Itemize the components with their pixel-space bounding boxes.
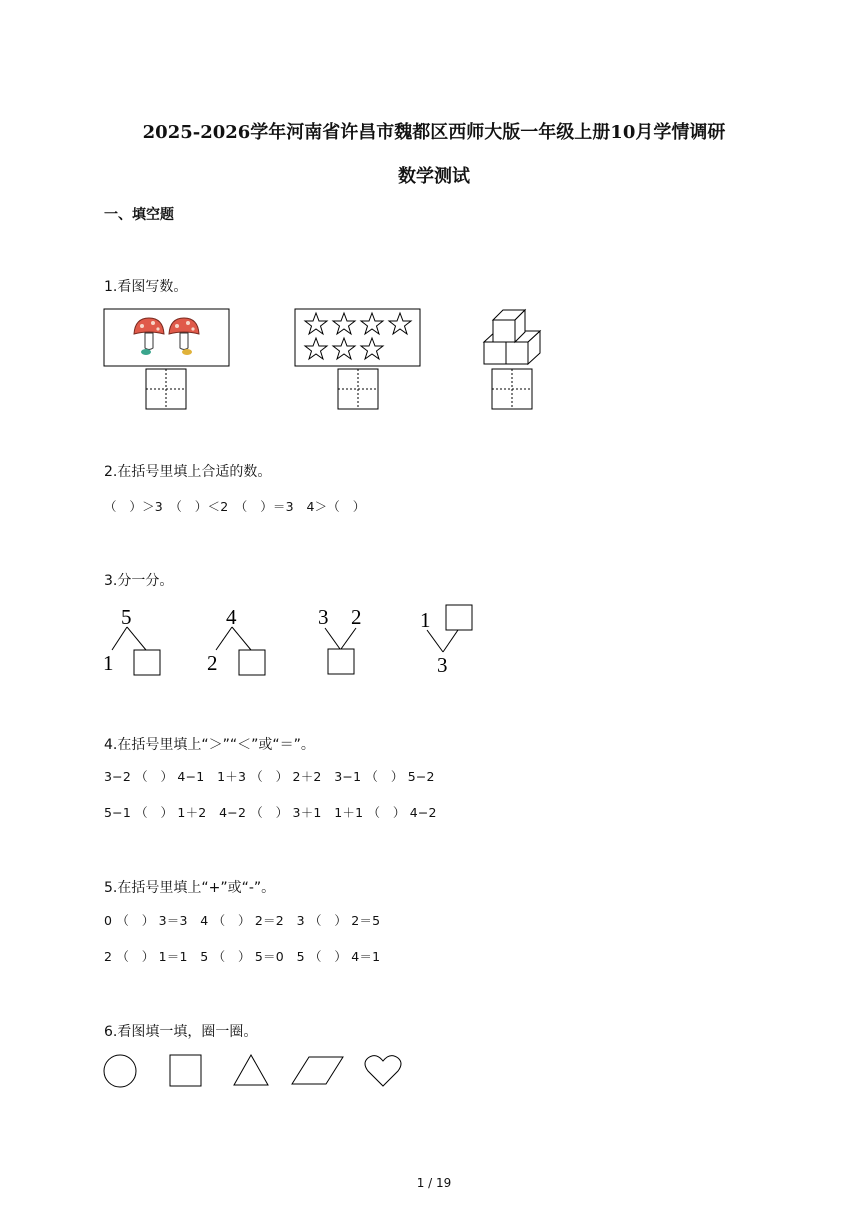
- mushroom-icon: [169, 318, 199, 355]
- section-heading: 一、填空题: [104, 207, 174, 223]
- split-number: 2: [207, 651, 218, 675]
- star-icon: [361, 338, 383, 359]
- answer-box[interactable]: [134, 650, 160, 675]
- question-2-prompt: 2.在括号里填上合适的数。: [104, 464, 272, 480]
- question-4-line-2: 5−1 （ ） 1＋2 4−2 （ ） 3＋1 1＋1 （ ） 4−2: [104, 805, 437, 820]
- answer-box[interactable]: [328, 649, 354, 674]
- split-number: 1: [420, 608, 431, 632]
- number-split-4: [420, 605, 472, 677]
- answer-box[interactable]: [146, 369, 186, 409]
- question-5-prompt: 5.在括号里填上“+”或“-”。: [104, 880, 276, 896]
- number-split-3: [318, 605, 362, 674]
- star-icon: [305, 338, 327, 359]
- question-6-prompt: 6.看图填一填，圈一圈。: [104, 1024, 258, 1040]
- heart-icon: [365, 1056, 401, 1086]
- answer-box[interactable]: [338, 369, 378, 409]
- question-4-prompt: 4.在括号里填上“＞”“＜”或“＝”。: [104, 737, 315, 753]
- answer-box[interactable]: [239, 650, 265, 675]
- split-number: 3: [437, 653, 448, 677]
- page-subtitle: 数学测试: [398, 166, 470, 187]
- mushroom-icon: [134, 318, 164, 355]
- star-icon: [361, 313, 383, 334]
- question-4-line-1: 3−2 （ ） 4−1 1＋3 （ ） 2＋2 3−1 （ ） 5−2: [104, 769, 435, 784]
- answer-box[interactable]: [492, 369, 532, 409]
- question-5-line-1: 0 （ ） 3＝3 4 （ ） 2＝2 3 （ ） 2＝5: [104, 913, 381, 928]
- cube-icon: [484, 310, 540, 364]
- question-3-prompt: 3.分一分。: [104, 573, 174, 589]
- split-number: 1: [103, 651, 114, 675]
- page-number: 1 / 19: [416, 1176, 452, 1190]
- star-icon: [305, 313, 327, 334]
- split-number: 3: [318, 605, 329, 629]
- question-1-prompt: 1.看图写数。: [104, 279, 188, 295]
- triangle-icon: [234, 1055, 268, 1085]
- split-number: 5: [121, 605, 132, 629]
- page-title: 2025-2026学年河南省许昌市魏都区西师大版一年级上册10月学情调研: [142, 122, 726, 143]
- star-icon: [389, 313, 411, 334]
- answer-box[interactable]: [446, 605, 472, 630]
- star-icon: [333, 338, 355, 359]
- square-icon: [170, 1055, 201, 1086]
- split-number: 2: [351, 605, 362, 629]
- question-2-line: （ ）＞3 （ ）＜2 （ ）＝3 4＞（ ）: [104, 499, 366, 514]
- circle-icon: [104, 1055, 136, 1087]
- number-split-1: [103, 605, 160, 675]
- mushroom-picture-box: [104, 309, 229, 366]
- parallelogram-icon: [292, 1057, 343, 1084]
- split-number: 4: [226, 605, 237, 629]
- question-5-line-2: 2 （ ） 1＝1 5 （ ） 5＝0 5 （ ） 4＝1: [104, 949, 381, 964]
- star-picture-box: [295, 309, 420, 366]
- star-icon: [333, 313, 355, 334]
- number-split-2: [207, 605, 265, 675]
